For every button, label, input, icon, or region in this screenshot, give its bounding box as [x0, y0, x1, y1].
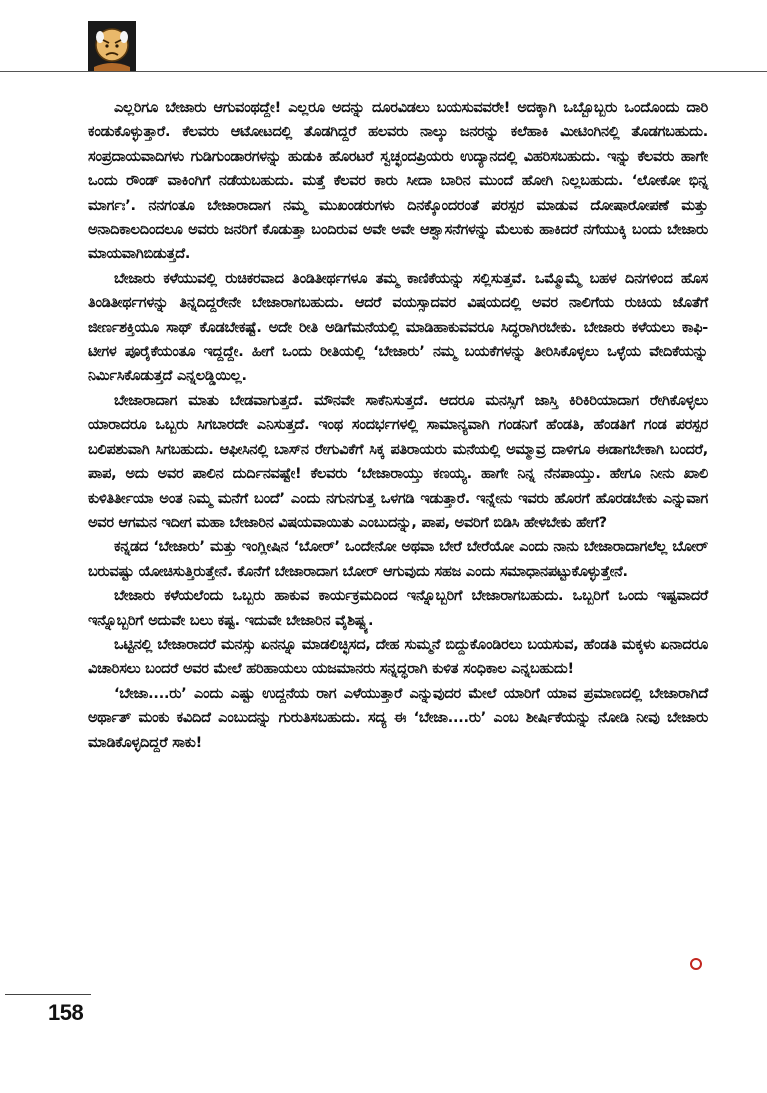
frustrated-face-icon	[88, 21, 136, 71]
page-number: 158	[48, 1000, 84, 1025]
paragraph: ಕನ್ನಡದ ‘ಬೇಜಾರು’ ಮತ್ತು ಇಂಗ್ಲೀಷಿನ ‘ಬೋರ್’ ಒಂದೇನೋ ಅಥವಾ ಬೇರೆ ಬೇರೆಯೋ ಎಂದು ನಾನು ಬೇಜಾರಾದಾಗಲೆಲ್ಲ ಬೋರ್ ಬರುವಷ್ಟು ಯೋಚಿಸುತ್ತಿರುತ್ತೇನೆ. ಕೊನೆಗೆ ಬೇಜಾರಾದಾಗ ಬೋರ್ ಆಗುವುದು ಸಹಜ ಎಂದು ಸಮಾಧಾನಪಟ್ಟುಕೊಳ್ಳುತ್ತೇನೆ.	[88, 539, 708, 580]
footer-rule	[5, 994, 91, 995]
paragraph: ಬೇಜಾರು ಕಳೆಯಲೆಂದು ಒಬ್ಬರು ಹಾಕುವ ಕಾರ್ಯಕ್ರಮದಿಂದ ಇನ್ನೊಬ್ಬರಿಗೆ ಬೇಜಾರಾಗಬಹುದು. ಒಬ್ಬರಿಗೆ ಒಂದು ಇಷ್ಟವಾದರೆ ಇನ್ನೊಬ್ಬರಿಗೆ ಅದುವೇ ಬಲು ಕಷ್ಟ. ಇದುವೇ ಬೇಜಾರಿನ ವೈಶಿಷ್ಟ್ಯ.	[88, 588, 708, 629]
header-rule	[0, 71, 767, 72]
paragraph: ಒಟ್ಟಿನಲ್ಲಿ ಬೇಜಾರಾದರೆ ಮನಸ್ಸು ಏನನ್ನೂ ಮಾಡಲಿಚ್ಛಿಸದ, ದೇಹ ಸುಮ್ಮನೆ ಬಿದ್ದುಕೊಂಡಿರಲು ಬಯಸುವ, ಹೆಂಡತಿ ಮಕ್ಕಳು ಏನಾದರೂ ವಿಚಾರಿಸಲು ಬಂದರೆ ಅವರ ಮೇಲೆ ಹರಿಹಾಯಲು ಯಜಮಾನರು ಸನ್ನದ್ಧರಾಗಿ ಕುಳಿತ ಸಂಧಿಕಾಲ ಎನ್ನಬಹುದು!	[88, 636, 708, 678]
article-body	[88, 96, 708, 755]
paragraph: ಎಲ್ಲರಿಗೂ ಬೇಜಾರು ಆಗುವಂಥದ್ದೇ! ಎಲ್ಲರೂ ಅದನ್ನು ದೂರವಿಡಲು ಬಯಸುವವರೇ! ಅದಕ್ಕಾಗಿ ಒಬ್ಬೊಬ್ಬರು ಒಂದೊಂದು ದಾರಿ ಕಂಡುಕೊಳ್ಳುತ್ತಾರೆ. ಕೆಲವರು ಆಟೋಟದಲ್ಲಿ ತೊಡಗಿದ್ದರೆ ಹಲವರು ನಾಲ್ಕು ಜನರನ್ನು ಕಲೆಹಾಕಿ ಮೀಟಿಂಗಿನಲ್ಲಿ ತೊಡಗಬಹುದು. ಸಂಪ್ರದಾಯವಾದಿಗಳು ಗುಡಿಗುಂಡಾರಗಳನ್ನು ಹುಡುಕಿ ಹೊರಟರೆ ಸ್ವಚ್ಛಂದಪ್ರಿಯರು ಉದ್ಯಾನದಲ್ಲಿ ವಿಹರಿಸಬಹುದು. ಇನ್ನು ಕೆಲವರು ಹಾಗೇ ಒಂದು ರೌಂಡ್ ವಾಕಿಂಗಿಗೆ ನಡೆಯಬಹುದು. ಮತ್ತೆ ಕೆಲವರ ಕಾರು ಸೀದಾ ಬಾರಿನ ಮುಂದೆ ಹೋಗಿ ನಿಲ್ಲಬಹುದು. ‘ಲೋಕೋ ಭಿನ್ನ ಮಾರ್ಗಃ’. ನನಗಂತೂ ಬೇಜಾರಾದಾಗ ನಮ್ಮ ಮುಖಂಡರುಗಳು ದಿನಕ್ಕೊಂದರಂತೆ ಪರಸ್ಪರ ಮಾಡುವ ದೋಷಾರೋಪಣೆ ಮತ್ತು ಅನಾದಿಕಾಲದಿಂದಲೂ ಅವರು ಜನರಿಗೆ ಕೊಡುತ್ತಾ ಬಂದಿರುವ ಅವೇ ಅವೇ ಆಶ್ವಾಸನೆಗಳನ್ನು ಮೆಲುಕು ಹಾಕಿದರೆ ನಗೆಯುಕ್ಕಿ ಬಂದು ಬೇಜಾರು ಮಾಯವಾಗಿಬಿಡುತ್ತದೆ.	[88, 100, 708, 263]
paragraph: ಬೇಜಾರು ಕಳೆಯುವಲ್ಲಿ ರುಚಿಕರವಾದ ತಿಂಡಿತೀರ್ಥಗಳೂ ತಮ್ಮ ಕಾಣಿಕೆಯನ್ನು ಸಲ್ಲಿಸುತ್ತವೆ. ಒಮ್ಮೊಮ್ಮೆ ಬಹಳ ದಿನಗಳಿಂದ ಹೊಸ ತಿಂಡಿತೀರ್ಥಗಳನ್ನು ತಿನ್ನದಿದ್ದರೇನೇ ಬೇಜಾರಾಗಬಹುದು. ಆದರೆ ವಯಸ್ಸಾದವರ ವಿಷಯದಲ್ಲಿ ಅವರ ನಾಲಿಗೆಯ ರುಚಿಯ ಜೊತೆಗೆ ಜೀರ್ಣಶಕ್ತಿಯೂ ಸಾಥ್ ಕೊಡಬೇಕಷ್ಟೆ. ಅದೇ ರೀತಿ ಅಡಿಗೆಮನೆಯಲ್ಲಿ ಮಾಡಿಹಾಕುವವರೂ ಸಿದ್ಧರಾಗಿರಬೇಕು. ಬೇಜಾರು ಕಳೆಯಲು ಕಾಫಿ-ಟೀಗಳ ಪೂರೈಕೆಯಂತೂ ಇದ್ದದ್ದೇ. ಹೀಗೆ ಒಂದು ರೀತಿಯಲ್ಲಿ ‘ಬೇಜಾರು’ ನಮ್ಮ ಬಯಕೆಗಳನ್ನು ತೀರಿಸಿಕೊಳ್ಳಲು ಒಳ್ಳೆಯ ವೇದಿಕೆಯನ್ನು ನಿರ್ಮಿಸಿಕೊಡುತ್ತದೆ ಎನ್ನಲಡ್ಡಿಯಿಲ್ಲ.	[88, 270, 708, 385]
end-circle-icon	[690, 958, 702, 970]
paragraph: ಬೇಜಾರಾದಾಗ ಮಾತು ಬೇಡವಾಗುತ್ತದೆ. ಮೌನವೇ ಸಾಕೆನಿಸುತ್ತದೆ. ಆದರೂ ಮನಸ್ಸಿಗೆ ಜಾಸ್ತಿ ಕಿರಿಕಿರಿಯಾದಾಗ ರೇಗಿಕೊಳ್ಳಲು ಯಾರಾದರೂ ಒಬ್ಬರು ಸಿಗಬಾರದೇ ಎನಿಸುತ್ತದೆ. ಇಂಥ ಸಂದರ್ಭಗಳಲ್ಲಿ ಸಾಮಾನ್ಯವಾಗಿ ಗಂಡನಿಗೆ ಹೆಂಡತಿ, ಹೆಂಡತಿಗೆ ಗಂಡ ಪರಸ್ಪರ ಬಲಿಪಶುವಾಗಿ ಸಿಗಬಹುದು. ಆಫೀಸಿನಲ್ಲಿ ಬಾಸ್‌ನ ರೇಗುವಿಕೆಗೆ ಸಿಕ್ಕ ಪತಿರಾಯರು ಮನೆಯಲ್ಲಿ ಅಮ್ಮಾವ್ರ ದಾಳಿಗೂ ಈಡಾಗಬೇಕಾಗಿ ಬಂದರೆ, ಪಾಪ, ಅದು ಅವರ ಪಾಲಿನ ದುರ್ದಿನವಷ್ಟೇ! ಕೆಲವರು ‘ಬೇಜಾರಾಯ್ತು ಕಣಯ್ಯ. ಹಾಗೇ ನಿನ್ನ ನೆನಪಾಯ್ತು. ಹೇಗೂ ನೀನು ಖಾಲಿ ಕುಳಿತಿರ್ತೀಯಾ ಅಂತ ನಿಮ್ಮ ಮನೆಗೆ ಬಂದೆ’ ಎಂದು ನಗುನಗುತ್ತ ಒಳಗಡಿ ಇಡುತ್ತಾರೆ. ಇನ್ನೇನು ಇವರು ಹೊರಗೆ ಹೊರಡಬೇಕು ಎನ್ನುವಾಗ ಅವರ ಆಗಮನ ಇದೀಗ ಮಹಾ ಬೇಜಾರಿನ ವಿಷಯವಾಯಿತು ಎಂಬುದನ್ನು, ಪಾಪ, ಅವರಿಗೆ ಬಿಡಿಸಿ ಹೇಳಬೇಕು ಹೇಗೆ?	[88, 392, 708, 531]
paragraph: ‘ಬೇಜಾ....ರು’ ಎಂದು ಎಷ್ಟು ಉದ್ದನೆಯ ರಾಗ ಎಳೆಯುತ್ತಾರೆ ಎನ್ನುವುದರ ಮೇಲೆ ಯಾರಿಗೆ ಯಾವ ಪ್ರಮಾಣದಲ್ಲಿ ಬೇಜಾರಾಗಿದೆ ಅರ್ಥಾತ್ ಮಂಕು ಕವಿದಿದೆ ಎಂಬುದನ್ನು ಗುರುತಿಸಬಹುದು. ಸದ್ಯ ಈ ‘ಬೇಜಾ....ರು’ ಎಂಬ ಶೀರ್ಷಿಕೆಯನ್ನು ನೋಡಿ ನೀವು ಬೇಜಾರು ಮಾಡಿಕೊಳ್ಳದಿದ್ದರೆ ಸಾಕು!	[88, 685, 708, 751]
